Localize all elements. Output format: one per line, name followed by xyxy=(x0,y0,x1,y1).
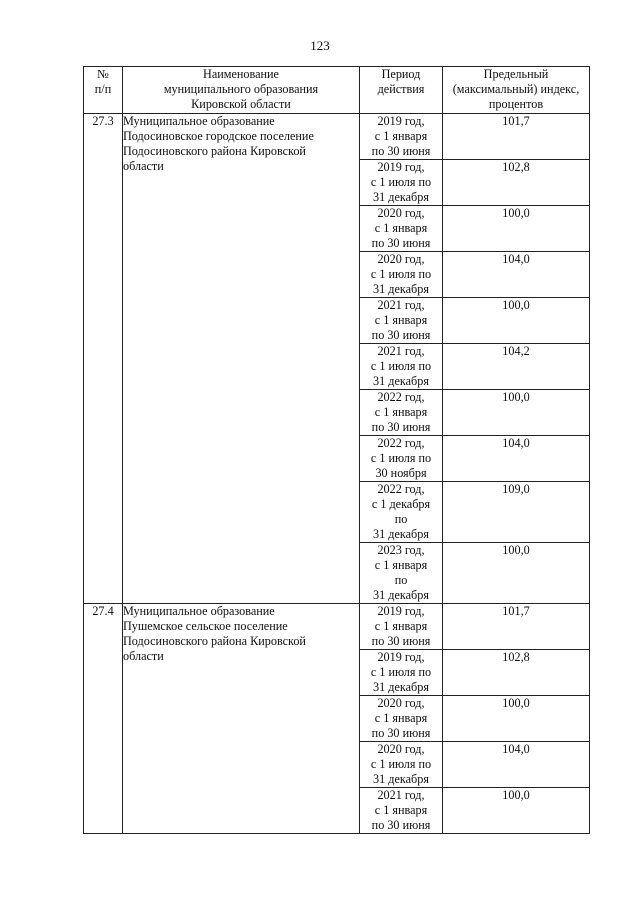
municipality-name-cell xyxy=(123,604,360,834)
period-line: по xyxy=(394,573,408,587)
period-cell xyxy=(360,436,443,482)
period-line: с 1 января xyxy=(374,558,428,572)
period-line: 2021 год, xyxy=(377,788,425,802)
municipality-name-line: Муниципальное образование xyxy=(123,604,275,618)
municipality-name-cell xyxy=(123,114,360,604)
period-cell xyxy=(360,390,443,436)
period-cell xyxy=(360,160,443,206)
period-cell xyxy=(360,298,443,344)
index-value-cell: 100,0 xyxy=(443,696,590,742)
period-line: по 30 июня xyxy=(371,328,431,342)
index-value-cell: 100,0 xyxy=(443,298,590,344)
period-line: с 1 января xyxy=(374,803,428,817)
period-line: с 1 июля по xyxy=(370,757,432,771)
period-line: 2021 год, xyxy=(377,344,425,358)
period-line: с 1 января xyxy=(374,129,428,143)
index-value-cell: 102,8 xyxy=(443,650,590,696)
municipality-name-line: Подосиновское городское поселение xyxy=(123,129,314,143)
period-line: 31 декабря xyxy=(373,527,429,541)
header-period: Период действия xyxy=(360,67,443,114)
tariff-index-table xyxy=(83,66,590,834)
period-line: с 1 июля по xyxy=(370,175,432,189)
period-line: 2023 год, xyxy=(377,543,425,557)
period-cell xyxy=(360,604,443,650)
period-line: с 1 января xyxy=(374,711,428,725)
period-line: 2022 год, xyxy=(377,482,425,496)
municipality-name-line: области xyxy=(123,649,164,663)
period-line: с 1 января xyxy=(374,313,428,327)
period-line: 2019 год, xyxy=(377,604,425,618)
table-row xyxy=(84,114,590,160)
period-line: по 30 июня xyxy=(371,818,431,832)
period-line: 31 декабря xyxy=(373,190,429,204)
period-line: с 1 июля по xyxy=(370,359,432,373)
period-cell xyxy=(360,344,443,390)
header-max-index: Предельный (максимальный) индекс, процентов xyxy=(443,67,590,114)
period-line: 31 декабря xyxy=(373,374,429,388)
period-line: 2022 год, xyxy=(377,436,425,450)
index-value-cell: 104,2 xyxy=(443,344,590,390)
period-line: по 30 июня xyxy=(371,420,431,434)
period-line: с 1 января xyxy=(374,221,428,235)
period-cell xyxy=(360,252,443,298)
period-line: 2019 год, xyxy=(377,650,425,664)
municipality-name-line: Подосиновского района Кировской xyxy=(123,634,306,648)
table-header-row xyxy=(84,67,590,114)
period-cell xyxy=(360,482,443,543)
period-line: 31 декабря xyxy=(373,588,429,602)
municipality-name-line: Пушемское сельское поселение xyxy=(123,619,288,633)
period-line: по xyxy=(394,512,408,526)
table-body xyxy=(84,114,590,834)
period-line: 2019 год, xyxy=(377,160,425,174)
period-line: по 30 июня xyxy=(371,634,431,648)
period-line: с 1 января xyxy=(374,619,428,633)
period-line: 2020 год, xyxy=(377,206,425,220)
period-line: по 30 июня xyxy=(371,726,431,740)
index-value-cell: 100,0 xyxy=(443,543,590,604)
period-cell xyxy=(360,696,443,742)
municipality-name-line: Подосиновского района Кировской xyxy=(123,144,306,158)
period-line: 2021 год, xyxy=(377,298,425,312)
period-cell xyxy=(360,788,443,834)
period-line: 2020 год, xyxy=(377,252,425,266)
period-cell xyxy=(360,742,443,788)
period-line: 31 декабря xyxy=(373,772,429,786)
period-line: 2022 год, xyxy=(377,390,425,404)
period-line: 2019 год, xyxy=(377,114,425,128)
period-line: 2020 год, xyxy=(377,696,425,710)
period-line: с 1 июля по xyxy=(370,665,432,679)
row-number-cell: 27.4 xyxy=(84,604,123,834)
index-value-cell: 109,0 xyxy=(443,482,590,543)
municipality-name-line: Муниципальное образование xyxy=(123,114,275,128)
index-value-cell: 104,0 xyxy=(443,436,590,482)
municipality-name-line: области xyxy=(123,159,164,173)
row-number-cell: 27.3 xyxy=(84,114,123,604)
index-value-cell: 101,7 xyxy=(443,114,590,160)
index-value-cell: 100,0 xyxy=(443,788,590,834)
period-line: с 1 июля по xyxy=(370,267,432,281)
header-municipality: Наименование муниципального образования Кировской области xyxy=(123,67,360,114)
period-cell xyxy=(360,206,443,252)
period-line: 31 декабря xyxy=(373,680,429,694)
header-number: № п/п xyxy=(84,67,123,114)
period-line: 31 декабря xyxy=(373,282,429,296)
period-cell xyxy=(360,114,443,160)
index-value-cell: 104,0 xyxy=(443,742,590,788)
period-line: 2020 год, xyxy=(377,742,425,756)
period-cell xyxy=(360,543,443,604)
index-value-cell: 102,8 xyxy=(443,160,590,206)
period-cell xyxy=(360,650,443,696)
index-value-cell: 101,7 xyxy=(443,604,590,650)
index-value-cell: 100,0 xyxy=(443,206,590,252)
period-line: с 1 января xyxy=(374,405,428,419)
table-row xyxy=(84,604,590,650)
index-value-cell: 100,0 xyxy=(443,390,590,436)
index-value-cell: 104,0 xyxy=(443,252,590,298)
period-line: 30 ноября xyxy=(375,466,427,480)
period-line: по 30 июня xyxy=(371,236,431,250)
page-number: 123 xyxy=(310,38,330,53)
period-line: с 1 июля по xyxy=(370,451,432,465)
period-line: по 30 июня xyxy=(371,144,431,158)
period-line: с 1 декабря xyxy=(371,497,431,511)
